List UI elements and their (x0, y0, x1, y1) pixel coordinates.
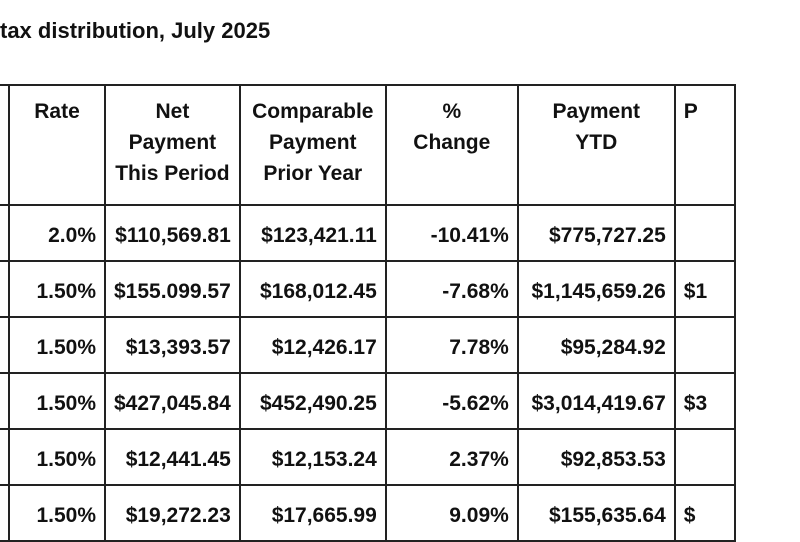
net-payment-cell: $19,272.23 (105, 485, 240, 541)
net-payment-cell: $110,569.81 (105, 205, 240, 261)
header-line: YTD (575, 131, 618, 154)
net-payment-cell: $13,393.57 (105, 317, 240, 373)
rate-cell: 1.50% (9, 261, 105, 317)
header-line: Comparable (252, 100, 374, 123)
payment-ytd-cell: $95,284.92 (518, 317, 675, 373)
truncated-cell (675, 429, 735, 485)
header-truncated (675, 85, 735, 205)
comparable-payment-cell: $12,426.17 (240, 317, 386, 373)
truncated-cell: $3 (675, 373, 735, 429)
rate-cell: 1.50% (9, 429, 105, 485)
comparable-payment-cell: $452,490.25 (240, 373, 386, 429)
header-row (0, 85, 735, 205)
net-payment-cell: $155.099.57 (105, 261, 240, 317)
table-row (0, 373, 735, 429)
truncated-cell (675, 317, 735, 373)
truncated-cell: $ (675, 485, 735, 541)
row-cell-blank (0, 317, 9, 373)
header-cell-blank (0, 85, 9, 205)
payment-ytd-cell: $92,853.53 (518, 429, 675, 485)
header-payment-ytd (518, 85, 675, 205)
page-title: tax distribution, July 2025 (0, 18, 271, 43)
comparable-payment-cell: $17,665.99 (240, 485, 386, 541)
truncated-cell: $1 (675, 261, 735, 317)
header-rate (9, 85, 105, 205)
truncated-cell (675, 205, 735, 261)
rate-cell: 1.50% (9, 485, 105, 541)
rate-cell: 2.0% (9, 205, 105, 261)
percent-change-cell: 9.09% (386, 485, 518, 541)
row-cell-blank (0, 205, 9, 261)
payment-ytd-cell: $155,635.64 (518, 485, 675, 541)
table-row (0, 261, 735, 317)
header-line: Rate (34, 100, 80, 123)
header-line: P (683, 100, 698, 123)
payment-ytd-cell: $1,145,659.26 (518, 261, 675, 317)
table-row (0, 205, 735, 261)
tax-distribution-table (0, 84, 736, 542)
table-row (0, 485, 735, 541)
percent-change-cell: -10.41% (386, 205, 518, 261)
comparable-payment-cell: $123,421.11 (240, 205, 386, 261)
row-cell-blank (0, 373, 9, 429)
row-cell-blank (0, 429, 9, 485)
header-line: Payment (269, 131, 357, 154)
table-row (0, 429, 735, 485)
comparable-payment-cell: $168,012.45 (240, 261, 386, 317)
header-line: Payment (128, 131, 217, 154)
header-line: Payment (552, 100, 641, 123)
header-percent-change (386, 85, 518, 205)
percent-change-cell: -7.68% (386, 261, 518, 317)
payment-ytd-cell: $3,014,419.67 (518, 373, 675, 429)
header-line: Change (413, 131, 491, 154)
row-cell-blank (0, 485, 9, 541)
percent-change-cell: 2.37% (386, 429, 518, 485)
header-line: % (442, 100, 462, 123)
payment-ytd-cell: $775,727.25 (518, 205, 675, 261)
comparable-payment-cell: $12,153.24 (240, 429, 386, 485)
percent-change-cell: 7.78% (386, 317, 518, 373)
rate-cell: 1.50% (9, 317, 105, 373)
header-comparable-payment (240, 85, 386, 205)
rate-cell: 1.50% (9, 373, 105, 429)
row-cell-blank (0, 261, 9, 317)
header-line: Prior Year (263, 162, 363, 185)
table-row (0, 317, 735, 373)
net-payment-cell: $12,441.45 (105, 429, 240, 485)
header-line: Net (155, 100, 190, 123)
header-net-payment (105, 85, 240, 205)
header-line: This Period (115, 162, 230, 185)
net-payment-cell: $427,045.84 (105, 373, 240, 429)
percent-change-cell: -5.62% (386, 373, 518, 429)
